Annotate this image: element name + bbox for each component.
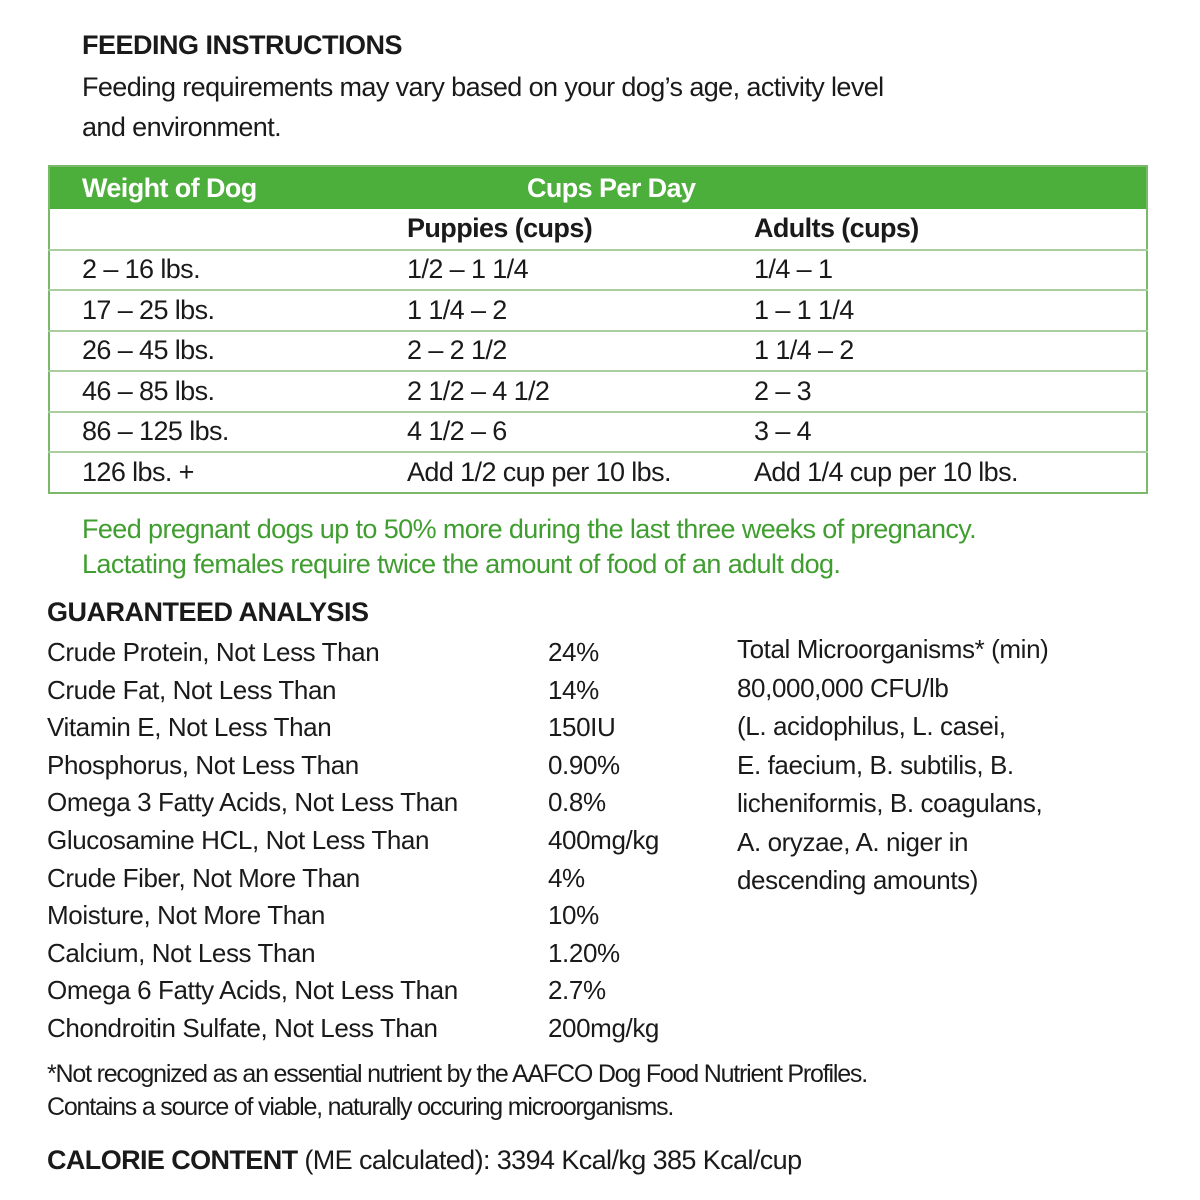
table-row	[49, 290, 1147, 331]
microorganisms-line: 80,000,000 CFU/lb	[737, 672, 949, 703]
analysis-value: 10%	[548, 900, 599, 931]
header-weight: Weight of Dog	[49, 166, 407, 209]
table-row	[49, 452, 1147, 493]
calorie-label: CALORIE CONTENT	[47, 1145, 298, 1175]
analysis-value: 400mg/kg	[548, 825, 659, 855]
calorie-content	[47, 1145, 801, 1176]
feeding-title: FEEDING INSTRUCTIONS	[82, 30, 403, 60]
analysis-label: Phosphorus, Not Less Than	[47, 749, 359, 780]
microorganisms-line: licheniformis, B. coagulans,	[737, 788, 1043, 818]
cell-weight: 46 – 85 lbs.	[49, 371, 407, 412]
analysis-title: GUARANTEED ANALYSIS	[47, 597, 369, 627]
table-header-row	[49, 166, 1147, 209]
analysis-value: 200mg/kg	[548, 1013, 659, 1043]
cell-puppies: 1/2 – 1 1/4	[407, 250, 754, 291]
cell-weight: 126 lbs. +	[82, 456, 194, 487]
analysis-label: Crude Protein, Not Less Than	[47, 637, 380, 667]
cell-puppies: 2 1/2 – 4 1/2	[407, 371, 754, 412]
feeding-intro-line1: Feeding requirements may vary based on your dog’s age, activity level	[82, 72, 884, 102]
subheader-puppies: Puppies (cups)	[407, 209, 754, 250]
microorganisms-line: descending amounts)	[737, 865, 978, 895]
analysis-value: 0.8%	[548, 787, 606, 818]
cell-adults: 2 – 3	[754, 371, 1147, 412]
analysis-label: Calcium, Not Less Than	[47, 937, 316, 968]
cell-adults: 1 1/4 – 2	[754, 331, 1147, 372]
cell-adults: 3 – 4	[754, 412, 1147, 453]
table-row	[49, 331, 1147, 372]
cell-adults: 1 – 1 1/4	[754, 290, 1147, 331]
table-subheader-row	[49, 209, 1147, 250]
cell-weight: 2 – 16 lbs.	[49, 250, 407, 291]
analysis-value: 150IU	[548, 712, 616, 743]
microorganisms-line: Total Microorganisms* (min)	[737, 634, 1049, 664]
analysis-value: 4%	[548, 862, 585, 893]
analysis-label: Glucosamine HCL, Not Less Than	[47, 825, 430, 855]
calorie-detail: (ME calculated): 3394 Kcal/kg 385 Kcal/cup	[297, 1145, 802, 1175]
analysis-label: Omega 6 Fatty Acids, Not Less Than	[47, 975, 458, 1006]
header-cups: Cups Per Day	[407, 166, 1147, 209]
footnote-line2: Contains a source of viable, naturally occuring microorganisms.	[47, 1093, 674, 1121]
footnote-line1: *Not recognized as an essential nutrient by the AAFCO Dog Food Nutrient Profiles.	[47, 1060, 867, 1088]
analysis-label: Chondroitin Sulfate, Not Less Than	[47, 1013, 438, 1043]
cell-weight: 86 – 125 lbs.	[49, 412, 407, 453]
note-line2: Lactating females require twice the amount of food of an adult dog.	[82, 549, 841, 579]
cell-puppies: 1 1/4 – 2	[407, 290, 754, 331]
microorganisms-line: (L. acidophilus, L. casei,	[737, 711, 1006, 741]
note-line1: Feed pregnant dogs up to 50% more during the last three weeks of pregnancy.	[82, 514, 977, 544]
table-row	[49, 371, 1147, 412]
cell-weight: 17 – 25 lbs.	[49, 290, 407, 331]
cell-adults: Add 1/4 cup per 10 lbs.	[754, 456, 1018, 487]
feeding-intro-line2: and environment.	[82, 112, 282, 142]
cell-weight: 26 – 45 lbs.	[49, 331, 407, 372]
feeding-table	[48, 165, 1148, 494]
analysis-label: Vitamin E, Not Less Than	[47, 712, 332, 743]
microorganisms-line: A. oryzae, A. niger in	[737, 826, 969, 857]
analysis-label: Omega 3 Fatty Acids, Not Less Than	[47, 787, 458, 818]
analysis-label: Crude Fiber, Not More Than	[47, 862, 360, 893]
cell-puppies: Add 1/2 cup per 10 lbs.	[407, 456, 671, 487]
analysis-value: 24%	[548, 637, 599, 667]
analysis-label: Crude Fat, Not Less Than	[47, 674, 337, 705]
subheader-adults: Adults (cups)	[754, 209, 1147, 250]
cell-adults: 1/4 – 1	[754, 250, 1147, 291]
cell-puppies: 4 1/2 – 6	[407, 412, 754, 453]
analysis-value: 1.20%	[548, 937, 620, 968]
analysis-label: Moisture, Not More Than	[47, 900, 325, 931]
table-row	[49, 412, 1147, 453]
table-row	[49, 250, 1147, 291]
microorganisms-line: E. faecium, B. subtilis, B.	[737, 749, 1014, 780]
analysis-value: 0.90%	[548, 749, 620, 780]
cell-puppies: 2 – 2 1/2	[407, 331, 754, 372]
analysis-value: 2.7%	[548, 975, 606, 1006]
analysis-value: 14%	[548, 674, 599, 705]
